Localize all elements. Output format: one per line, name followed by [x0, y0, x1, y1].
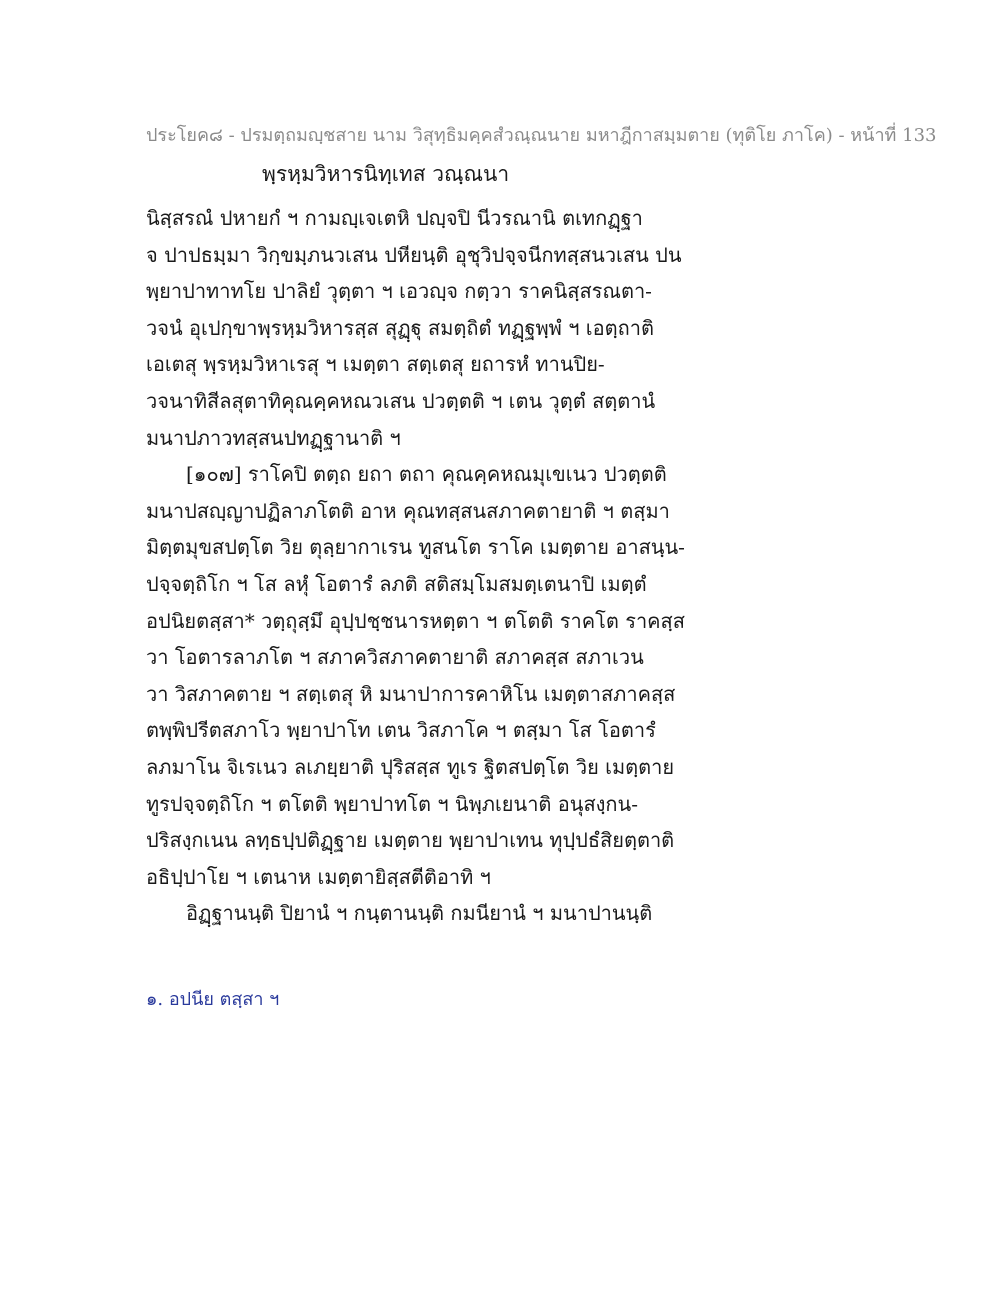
text-line: วจนาทิสีลสุตาทิคุณคฺคหณวเสน ปวตฺตติ ฯ เตน วุตฺตํ สตฺตานํ [146, 388, 656, 413]
text-line: มนาปภาวทสฺสนปทฏฺฐานาติ ฯ [146, 425, 401, 450]
text-line: จ ปาปธมฺมา วิกฺขมฺภนวเสน ปหียนฺติ อุชุวิปจฺจนีกทสฺสนวเสน ปน [146, 242, 682, 267]
paragraph-start-line: [๑๐๗] ราโคปิ ตตฺถ ยถา ตถา คุณคฺคหณมุเขเนว ปวตฺตติ [186, 462, 667, 487]
text-line: มนาปสญฺญาปฏิลาภโตติ อาห คุณทสฺสนสภาคตายาติ ฯ ตสฺมา [146, 498, 670, 523]
text-line: อธิปฺปาโย ฯ เตนาห เมตฺตายิสฺสตีติอาทิ ฯ [146, 864, 491, 889]
section-title: พฺรหฺมวิหารนิทฺเทส วณฺณนา [262, 162, 510, 186]
text-line: มิตฺตมุขสปตฺโต วิย ตุลฺยากาเรน ทูสนโต ราโค เมตฺตาย อาสนฺน- [146, 535, 685, 560]
text-line: ปจฺจตฺถิโก ฯ โส ลหุํ โอตารํ ลภติ สติสมฺโมสมตฺเตนาปิ เมตฺตํ [146, 571, 647, 596]
text-line: วจนํ อุเปกฺขาพฺรหฺมวิหารสฺส สุฏฺฐุ สมตฺถิตํ ทฏฺฐพฺพํ ฯ เอตฺถาติ [146, 315, 654, 340]
text-line: เอเตสุ พฺรหฺมวิหาเรสุ ฯ เมตฺตา สตฺเตสุ ยถารหํ ทานปิย- [146, 352, 605, 377]
text-line: พฺยาปาทาทโย ปาลิยํ วุตฺตา ฯ เอวญฺจ กตฺวา ราคนิสฺสรณตา- [146, 279, 652, 304]
text-line: วา โอตารลาภโต ฯ สภาควิสภาคตายาติ สภาคสฺส สภาเวน [146, 645, 644, 670]
footnote: ๑. อปนีย ตสฺสา ฯ [146, 989, 280, 1010]
text-line: ทูรปจฺจตฺถิโก ฯ ตโตติ พฺยาปาทโต ฯ นิพฺภเยนาติ อนุสงฺกน- [146, 791, 638, 816]
running-head: ประโยค๘ - ปรมตฺถมญฺชสาย นาม วิสุทฺธิมคฺคสํวณฺณนาย มหาฎีกาสมฺมตาย (ทุติโย ภาโค) - หน้าที่ 133 [146, 125, 937, 146]
text-line: ลภมาโน จิเรเนว ลเภยฺยาติ ปุริสสฺส ทูเร ฐิตสปตฺโต วิย เมตฺตาย [146, 754, 675, 779]
text-line: วา วิสภาคตาย ฯ สตฺเตสุ หิ มนาปาการคาหิโน เมตฺตาสภาคสฺส [146, 681, 676, 706]
body-text [146, 200, 846, 932]
text-line: อปนิยตสฺสา* วตฺถุสฺมึ อุปฺปชฺชนารหตฺตา ฯ ตโตติ ราคโต ราคสฺส [146, 608, 685, 633]
text-line: ตพฺพิปรีตสภาโว พฺยาปาโท เตน วิสภาโค ฯ ตสฺมา โส โอตารํ [146, 718, 656, 743]
paragraph-start-line: อิฏฺฐานนฺติ ปิยานํ ฯ กนฺตานนฺติ กมนียานํ ฯ มนาปานนฺติ [186, 901, 653, 926]
text-line: นิสฺสรณํ ปหายกํ ฯ กามญฺเจเตหิ ปญฺจปิ นีวรณานิ ตเทกฏฺฐา [146, 206, 643, 230]
text-line: ปริสงฺกเนน ลทฺธปฺปติฏฺฐาย เมตฺตาย พฺยาปาเทน ทุปฺปธํสิยตฺตาติ [146, 828, 675, 853]
